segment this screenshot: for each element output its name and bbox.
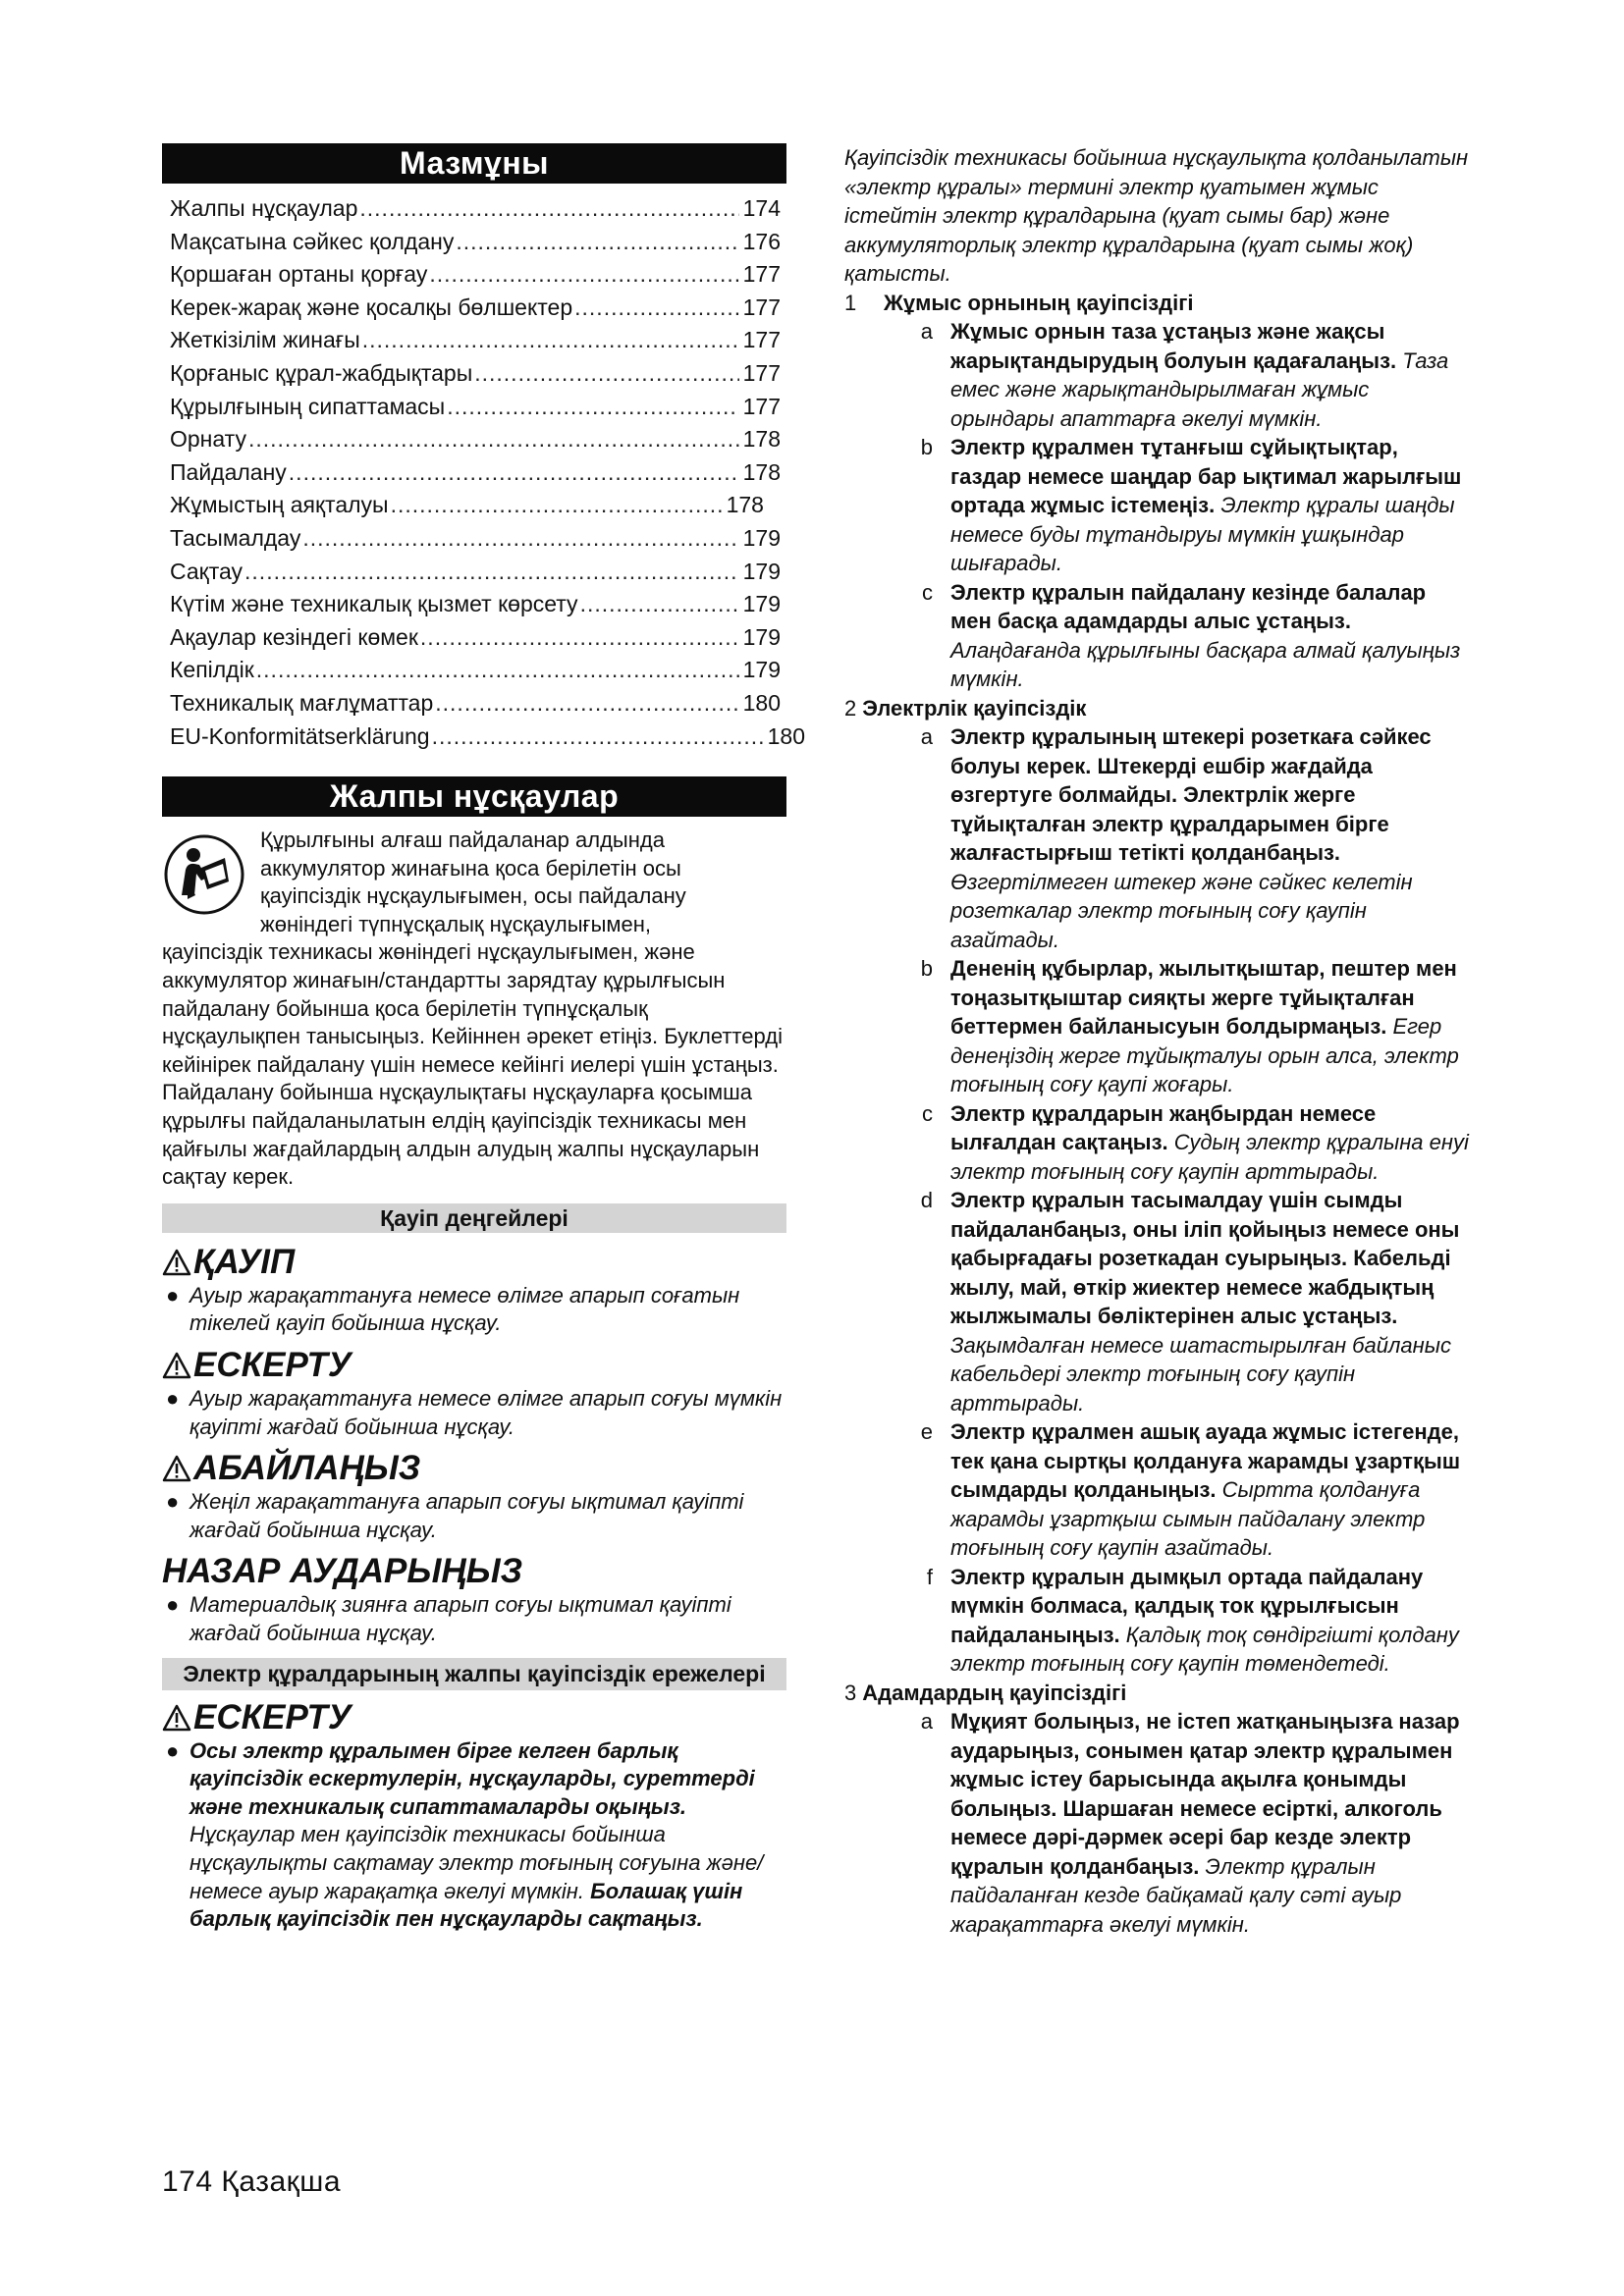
toc-leader-dots <box>391 489 725 522</box>
item-letter: b <box>920 956 933 981</box>
item-letter: e <box>920 1419 933 1444</box>
toc-item[interactable] <box>170 456 781 490</box>
item-letter: a <box>920 1709 933 1734</box>
toc-leader-dots <box>359 192 739 226</box>
section-number: 1 <box>844 290 857 315</box>
danger-level-label: ҚАУІП <box>193 1242 296 1281</box>
danger-level-label: ЕСКЕРТУ <box>193 1346 352 1384</box>
toc-item[interactable] <box>170 357 781 391</box>
right-intro: Қауіпсіздік техникасы бойынша нұсқаулықта қолданылатын «электр құралы» термині электр қуатымен жұмыс істейтін электр құралдарына (қуат сымы бар) және аккумуляторлық электр құралдарына (қуат сымы жоқ) қатысты. <box>844 145 1469 286</box>
safety-bold-end: Болашақ үшін барлық қауіпсіздік пен нұсқауларды сақтаңыз. <box>189 1878 743 1932</box>
toc-leader-dots <box>256 654 739 687</box>
intro-line: қауіпсіздік нұсқаулығымен, осы пайдалану <box>260 883 686 909</box>
toc-item-label: Ақаулар кезіндегі көмек <box>170 623 418 650</box>
danger-level-text: Ауыр жарақаттануға немесе өлімге апарып соғатын тікелей қауіп бойынша нұсқау. <box>189 1282 740 1336</box>
item-body <box>933 1186 1473 1417</box>
safety-italic-text: Нұсқаулар мен қауіпсіздік техникасы бойынша нұсқаулықты сақтамау электр тоғының соғуына және/немесе ауыр жарақатқа әкелуі мүмкін. <box>189 1822 764 1903</box>
toc-item-label: Техникалық мағлұматтар <box>170 689 434 716</box>
warning-triangle-icon <box>162 1704 191 1732</box>
toc-leader-dots <box>244 556 739 589</box>
safety-rules-title: Электр құралдарының жалпы қауіпсіздік ережелері <box>162 1658 786 1690</box>
toc-item-label: Құрылғының сипаттамасы <box>170 393 446 419</box>
toc-leader-dots <box>580 588 739 621</box>
section-item <box>844 954 1473 1099</box>
item-bold-text: Электр құралмен ашық ауада жұмыс істегенде, тек қана сыртқы қолдануға жарамды ұзартқыш сымдарды қолданыңыз. <box>950 1419 1461 1502</box>
danger-level-item <box>162 1282 786 1338</box>
item-italic-text: Қалдық тоқ сөндіргішті қолдану электр тоғының соғу қаупін төмендетеді. <box>950 1622 1459 1676</box>
danger-level-head <box>162 1552 786 1591</box>
toc-item-label: Кепілдік <box>170 657 254 683</box>
toc-item-label: Жалпы нұсқаулар <box>170 195 358 221</box>
toc-item-label: Қорғаныс құрал-жабдықтары <box>170 359 473 386</box>
danger-level-text: Материалдық зиянға апарып соғуы ықтимал қауіпті жағдай бойынша нұсқау. <box>189 1592 731 1645</box>
section-item <box>844 1417 1473 1563</box>
page-footer <box>162 2165 341 2199</box>
toc-item-page: 177 <box>742 393 781 419</box>
item-italic-text: Электр құралын пайдаланған кезде байқамай қалу сәті ауыр жарақаттарға әкелуі мүмкін. <box>950 1853 1402 1937</box>
footer-language: Қазақша <box>221 2165 342 2198</box>
toc-item[interactable] <box>170 489 781 522</box>
danger-level-head <box>162 1449 786 1488</box>
toc-item-page: 178 <box>742 458 781 485</box>
toc-item-label: Жұмыстың аяқталуы <box>170 492 389 518</box>
general-intro <box>162 827 786 1192</box>
toc-item-label: EU-Konformitätserklärung <box>170 722 430 749</box>
toc-item-page: 180 <box>742 689 781 716</box>
item-bold-text: Электр құралын дымқыл ортада пайдалану мүмкін болмаса, қалдық ток құрылғысын пайдаланыңыз. <box>950 1564 1424 1647</box>
item-bold-text: Жұмыс орнын таза ұстаңыз және жақсы жарықтандырудың болуын қадағалаңыз. <box>950 319 1397 373</box>
intro-line: жөніндегі түпнұсқалық нұсқаулығымен, <box>260 911 652 936</box>
section-title: Жұмыс орнының қауіпсіздігі <box>884 290 1194 315</box>
toc-item-page: 177 <box>742 261 781 288</box>
toc-item-page: 177 <box>742 359 781 386</box>
danger-level-head <box>162 1346 786 1385</box>
section-item <box>844 317 1473 433</box>
toc-item[interactable] <box>170 621 781 655</box>
toc-item-page: 180 <box>767 722 805 749</box>
bullet: ● <box>166 1282 180 1308</box>
section-title: Адамдардың қауіпсіздігі <box>862 1680 1127 1705</box>
item-body <box>933 578 1473 694</box>
item-italic-text: Алаңдағанда құрылғыны басқара алмай қалуыңыз мүмкін. <box>950 637 1461 691</box>
intro-paragraph: қауіпсіздік техникасы жөніндегі нұсқаулығымен, және аккумулятор жинағын/стандартты зарядтау құрылғысын пайдалану бойынша қоса берілетін түпнұсқалық нұсқаулықпен танысыңыз. Кейіннен әрекет етіңіз. Буклеттерді кейінірек пайдалану үшін немесе кейінгі иелері үшін ұстаңыз. <box>162 939 783 1077</box>
section-item <box>844 1099 1473 1187</box>
safety-warning-label: ЕСКЕРТУ <box>193 1697 352 1736</box>
item-italic-text: Зақымдалған немесе шатастырылған байланыс кабельдері электр тоғының соғу қаупін арттырады. <box>950 1332 1451 1415</box>
item-body <box>933 433 1473 578</box>
danger-level-label: АБАЙЛАҢЫЗ <box>193 1449 421 1488</box>
danger-levels <box>162 1243 786 1648</box>
item-letter: f <box>926 1564 933 1589</box>
toc-leader-dots <box>574 292 739 325</box>
item-body <box>933 1417 1473 1563</box>
toc-item[interactable] <box>170 721 805 754</box>
toc-item-page: 174 <box>742 195 781 221</box>
toc-leader-dots <box>302 522 739 556</box>
book-reader-icon <box>164 834 244 915</box>
section-item <box>844 1186 1473 1417</box>
toc-item-label: Күтім және техникалық қызмет көрсету <box>170 591 578 617</box>
toc-item[interactable] <box>170 423 781 456</box>
toc-item-page: 179 <box>742 623 781 650</box>
toc-item-page: 177 <box>742 294 781 320</box>
warning-triangle-icon <box>162 1249 191 1276</box>
toc-item[interactable] <box>170 687 781 721</box>
toc-item-page: 179 <box>742 657 781 683</box>
warning-triangle-icon <box>162 1455 191 1482</box>
toc-item[interactable] <box>170 556 781 589</box>
toc-leader-dots <box>362 324 739 357</box>
toc-title: Мазмұны <box>162 143 786 184</box>
intro-line: аккумулятор жинағына қоса берілетін осы <box>260 855 681 881</box>
toc-leader-dots <box>432 721 766 754</box>
toc-item-page: 178 <box>726 492 764 518</box>
toc-item[interactable] <box>170 654 781 687</box>
toc-item-label: Тасымалдау <box>170 524 301 551</box>
toc-leader-dots <box>429 258 739 292</box>
safety-bold-text: Осы электр құралымен бірге келген барлық қауіпсіздік ескертулерін, нұсқауларды, суреттерді және техникалық сипаттамаларды оқыңыз. <box>189 1737 755 1819</box>
right-column <box>844 143 1473 1939</box>
toc-item[interactable] <box>170 324 781 357</box>
toc-item-label: Сақтау <box>170 558 244 584</box>
general-title: Жалпы нұсқаулар <box>162 776 786 817</box>
bullet: ● <box>166 1386 180 1411</box>
section-item <box>844 578 1473 694</box>
section-item <box>844 722 1473 954</box>
table-of-contents <box>162 192 805 753</box>
toc-leader-dots <box>447 391 739 424</box>
item-italic-text: Өзгертілмеген штекер және сәйкес келетін розеткалар электр тоғының соғу қаупін азайтады. <box>950 869 1413 952</box>
toc-leader-dots <box>420 621 739 655</box>
bullet: ● <box>166 1489 180 1515</box>
bullet: ● <box>166 1592 180 1618</box>
toc-leader-dots <box>289 456 739 490</box>
warning-triangle-icon <box>162 1352 191 1379</box>
toc-item[interactable] <box>170 226 781 259</box>
item-bold-text: Мұқият болыңыз, не істеп жатқаныңызға назар аударыңыз, сонымен қатар электр құралымен жұмыс істеу барысында ақылға қонымды болыңыз. Шаршаған немесе есірткі, алкоголь немесе дәрі-дәрмек әсері бар кезде электр құралын қолданбаңыз. <box>950 1709 1460 1879</box>
danger-level-text: Жеңіл жарақаттануға апарып соғуы ықтимал қауіпті жағдай бойынша нұсқау. <box>189 1489 744 1542</box>
item-body <box>933 1099 1473 1187</box>
toc-item-label: Қоршаған ортаны қорғау <box>170 261 428 288</box>
toc-item-label: Жеткізілім жинағы <box>170 327 360 353</box>
intro-paragraph-2: Пайдалану бойынша нұсқаулықтағы нұсқауларға қосымша құрылғы пайдаланылатын елдің қауіпсіздік техникасы мен қайғылы жағдайлардың алдын алудың жалпы нұсқауларын сақтау керек. <box>162 1080 760 1190</box>
danger-levels-title: Қауіп деңгейлері <box>162 1203 786 1233</box>
toc-item-label: Керек-жарақ және қосалқы бөлшектер <box>170 294 573 320</box>
intro-top-lines <box>260 827 686 938</box>
danger-level-item <box>162 1488 786 1544</box>
item-bold-text: Электр құралмен тұтанғыш сұйықтықтар, газдар немесе шаңдар бар ықтимал жарылғыш ортада жұмыс істемеңіз. <box>950 435 1462 517</box>
toc-item-page: 176 <box>742 228 781 254</box>
toc-item-page: 179 <box>742 558 781 584</box>
section-heading <box>844 694 1473 723</box>
section-title: Электрлік қауіпсіздік <box>862 695 1087 721</box>
section-item <box>844 1707 1473 1939</box>
section-heading <box>844 1679 1473 1708</box>
section-number: 3 <box>844 1680 857 1705</box>
toc-leader-dots <box>435 687 739 721</box>
toc-leader-dots <box>474 357 739 391</box>
page-number: 174 <box>162 2165 213 2198</box>
section-item <box>844 1563 1473 1679</box>
toc-item-page: 179 <box>742 591 781 617</box>
item-letter: b <box>920 435 933 459</box>
item-bold-text: Электр құралын пайдалану кезінде балалар мен басқа адамдарды алыс ұстаңыз. <box>950 579 1427 633</box>
item-bold-text: Электр құралының штекері розеткаға сәйкес болуы керек. Штекерді ешбір жағдайда өзгертуге болмайды. Электрлік жерге тұйықталған электр құралдарымен бірге жалғастырғыш тетікті қолданбаңыз. <box>950 724 1432 865</box>
item-italic-text: Сыртта қолдануға жарамды ұзартқыш сымын пайдалану электр тоғының соғу қаупін азайтады. <box>950 1477 1426 1560</box>
item-bold-text: Электр құралын тасымалдау үшін сымды пайдаланбаңыз, оны іліп қойыңыз немесе оны қабырғадағы розеткадан суырыңыз. Кабельді жылу, май, өткір жиектер немесе жабдықтың жылжымалы бөліктерінен алыс ұстаңыз. <box>950 1188 1460 1328</box>
item-italic-text: Таза емес және жарықтандырылмаған жұмыс орындары апаттарға әкелуі мүмкін. <box>950 347 1449 431</box>
toc-item-page: 178 <box>742 426 781 453</box>
toc-item[interactable] <box>170 292 781 325</box>
toc-item-label: Пайдалану <box>170 458 287 485</box>
toc-leader-dots <box>456 226 739 259</box>
danger-level-text: Ауыр жарақаттануға немесе өлімге апарып соғуы мүмкін қауіпті жағдай бойынша нұсқау. <box>189 1386 783 1439</box>
toc-item[interactable] <box>170 522 781 556</box>
left-column <box>162 143 805 1934</box>
item-letter: d <box>920 1188 933 1212</box>
toc-item[interactable] <box>170 588 781 621</box>
danger-level-head <box>162 1243 786 1282</box>
toc-item-page: 179 <box>742 524 781 551</box>
toc-item-page: 177 <box>742 327 781 353</box>
danger-level-label: НАЗАР АУДАРЫҢЫЗ <box>162 1552 523 1591</box>
toc-item-label: Орнату <box>170 426 246 453</box>
item-body <box>933 1707 1473 1939</box>
item-bold-text: Дененің құбырлар, жылытқыштар, пештер мен тоңазытқыштар сияқты жерге тұйықталған беттермен байланысуын болдырмаңыз. <box>950 956 1457 1039</box>
item-letter: c <box>922 1100 933 1126</box>
toc-item[interactable] <box>170 192 781 226</box>
item-bold-text: Электр құралдарын жаңбырдан немесе ылғалдан сақтаңыз. <box>950 1100 1377 1154</box>
section-heading <box>844 289 1473 318</box>
item-letter: a <box>920 319 933 344</box>
toc-item-label: Мақсатына сәйкес қолдану <box>170 228 455 254</box>
item-body <box>933 722 1473 954</box>
item-italic-text: Егер денеңіздің жерге тұйықталуы орын алса, электр тоғының соғу қаупі жоғары. <box>950 1014 1459 1096</box>
item-body <box>933 317 1473 433</box>
item-italic-text: Электр құралы шаңды немесе буды тұтандыруы мүмкін ұшқындар шығарады. <box>950 493 1455 575</box>
safety-warning-head <box>162 1698 786 1737</box>
intro-line: Құрылғыны алғаш пайдаланар алдында <box>260 828 665 853</box>
item-letter: c <box>922 579 933 605</box>
item-italic-text: Судың электр құралына енуі электр тоғының соғу қаупін арттырады. <box>950 1130 1469 1184</box>
item-body <box>933 954 1473 1099</box>
safety-sections <box>844 289 1473 1940</box>
section-number: 2 <box>844 695 857 721</box>
toc-item[interactable] <box>170 258 781 292</box>
item-body <box>933 1563 1473 1679</box>
danger-level-item <box>162 1385 786 1441</box>
section-item <box>844 433 1473 578</box>
item-letter: a <box>920 724 933 749</box>
bullet: ● <box>166 1737 180 1763</box>
danger-level-item <box>162 1591 786 1647</box>
safety-warning-item <box>162 1737 786 1934</box>
toc-leader-dots <box>248 423 739 456</box>
toc-item[interactable] <box>170 391 781 424</box>
